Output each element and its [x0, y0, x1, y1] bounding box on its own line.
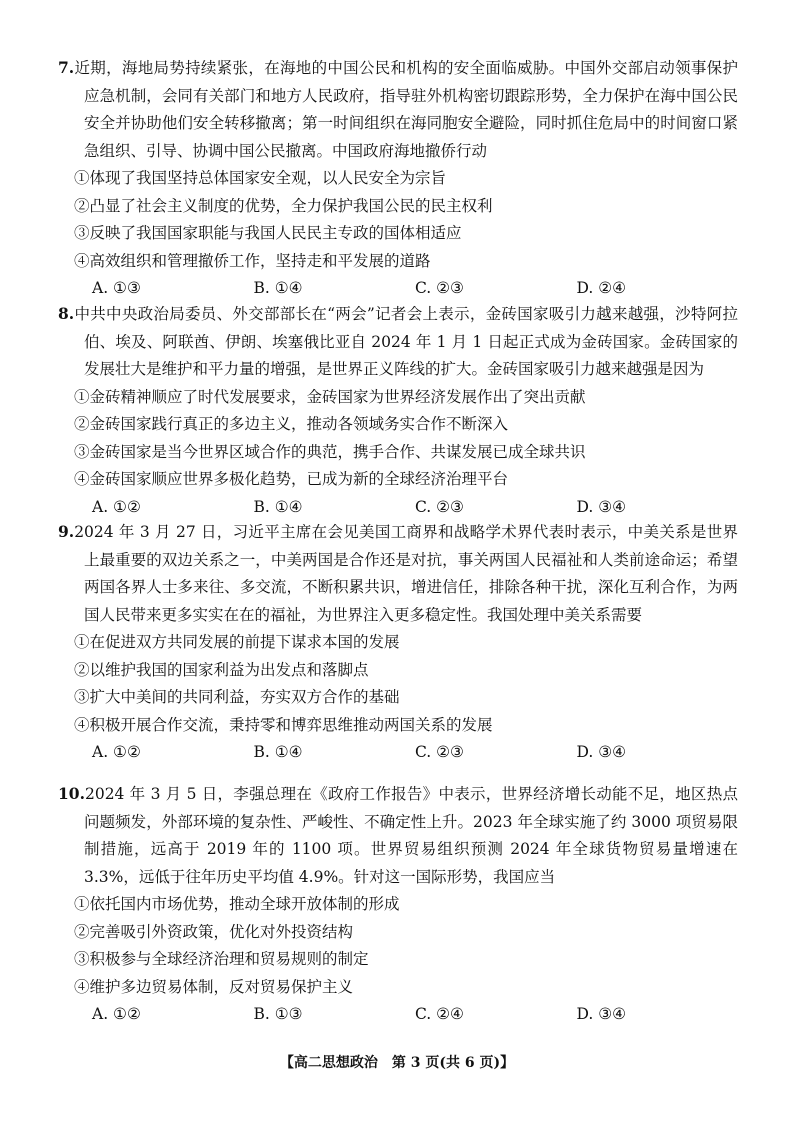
- question-number: 10.: [58, 784, 85, 803]
- question-number: 9.: [58, 522, 75, 541]
- option-b: B. ①④: [253, 497, 303, 516]
- question-8: [58, 300, 738, 521]
- question-stem: [58, 54, 738, 165]
- question-7: [58, 54, 738, 303]
- statement-2: ②以维护我国的国家利益为出发点和落脚点: [74, 660, 369, 679]
- statement-1: ①在促进双方共同发展的前提下谋求本国的发展: [74, 633, 400, 651]
- option-d: D. ②④: [576, 279, 627, 297]
- option-b: B. ①④: [253, 743, 303, 761]
- option-d: D. ③④: [576, 743, 627, 761]
- statement-4: ④高效组织和管理撤侨工作，坚持走和平发展的道路: [74, 251, 431, 270]
- question-10: [58, 780, 738, 1029]
- question-text: 2024 年 3 月 27 日，习近平主席在会见美国工商界和战略学术界代表时表示，中美关系是世界上最重要的双边关系之一，中美两国是合作还是对抗，事关两国人民福祉和人类前途命运；希望两国各界人士多来往、多交流，不断积累共识，增进信任，排除各种干扰，深化互利合作，为两国人民带来更多实实在在的福祉，为世界注入更多稳定性。我国处理中美关系需要: [74, 523, 738, 624]
- answer-options: [58, 1001, 738, 1029]
- statement-2: ②完善吸引外资政策，优化对外投资结构: [74, 922, 354, 941]
- statement-3: ③扩大中美间的共同利益，夯实双方合作的基础: [74, 688, 400, 706]
- answer-options: [58, 494, 738, 522]
- option-c: C. ②③: [415, 743, 464, 761]
- option-a: A. ①②: [92, 497, 141, 516]
- option-b: B. ①③: [253, 1005, 303, 1023]
- option-c: C. ②③: [415, 279, 464, 297]
- option-a: A. ①③: [92, 279, 141, 297]
- statement-2: ②凸显了社会主义制度的优势，全力保护我国公民的民主权利: [74, 196, 493, 215]
- question-stem: [58, 300, 738, 384]
- answer-options: [58, 739, 738, 767]
- question-number: 8.: [58, 304, 75, 323]
- statement-1: ①金砖精神顺应了时代发展要求，金砖国家为世界经济发展作出了突出贡献: [74, 387, 586, 406]
- statement-1: ①依托国内市场优势，推动全球开放体制的形成: [74, 895, 400, 913]
- page-footer: 【高二思想政治 第 3 页(共 6 页)】: [279, 1055, 515, 1071]
- question-number: 7.: [58, 58, 75, 77]
- statement-3: ③金砖国家是当今世界区域合作的典范，携手合作、共谋发展已成全球共识: [74, 442, 586, 461]
- statement-4: ④金砖国家顺应世界多极化趋势，已成为新的全球经济治理平台: [74, 470, 509, 488]
- statement-3: ③反映了我国国家职能与我国人民民主专政的国体相适应: [74, 224, 462, 242]
- option-d: D. ③④: [576, 497, 627, 516]
- question-text: 2024 年 3 月 5 日，李强总理在《政府工作报告》中表示，世界经济增长动能不足，地区热点问题频发，外部环境的复杂性、严峻性、不确定性上升。2023 年全球实施了约 3000 项贸易限制措施，远高于 2019 年的 1100 项。世界贸易组织预测 2024 年全球货物贸易量增速在 3.3%，远低于往年历史平均值 4.9%。针对这一国际形势，我国应当: [84, 785, 738, 886]
- statement-3: ③积极参与全球经济治理和贸易规则的制定: [74, 950, 369, 968]
- question-9: [58, 518, 738, 767]
- question-stem: [58, 780, 738, 891]
- answer-options: [58, 275, 738, 303]
- option-c: C. ②③: [415, 497, 464, 516]
- question-text: 中共中央政治局委员、外交部部长在“两会”记者会上表示，金砖国家吸引力越来越强，沙特阿拉伯、埃及、阿联酋、伊朗、埃塞俄比亚自 2024 年 1 月 1 日起正式成为金砖国家。金砖国家的发展壮大是维护和平力量的增强，是世界正义阵线的扩大。金砖国家吸引力越来越强是因为: [74, 305, 738, 378]
- option-d: D. ③④: [576, 1005, 627, 1023]
- option-a: A. ①②: [92, 1005, 141, 1023]
- option-a: A. ①②: [92, 743, 141, 761]
- option-c: C. ②④: [415, 1005, 464, 1023]
- statement-4: ④积极开展合作交流，秉持零和博弈思维推动两国关系的发展: [74, 715, 493, 734]
- question-stem: [58, 518, 738, 629]
- statement-2: ②金砖国家践行真正的多边主义，推动各领域务实合作不断深入: [74, 415, 509, 433]
- statement-4: ④维护多边贸易体制，反对贸易保护主义: [74, 977, 354, 996]
- statement-1: ①体现了我国坚持总体国家安全观，以人民安全为宗旨: [74, 169, 447, 187]
- question-text: 近期，海地局势持续紧张，在海地的中国公民和机构的安全面临威胁。中国外交部启动领事保护应急机制，会同有关部门和地方人民政府，指导驻外机构密切跟踪形势，全力保护在海中国公民安全并协助他们安全转移撤离；第一时间组织在海同胞安全避险，同时抓住危局中的时间窗口紧急组织、引导、协调中国公民撤离。中国政府海地撤侨行动: [74, 59, 738, 160]
- option-b: B. ①④: [253, 279, 303, 297]
